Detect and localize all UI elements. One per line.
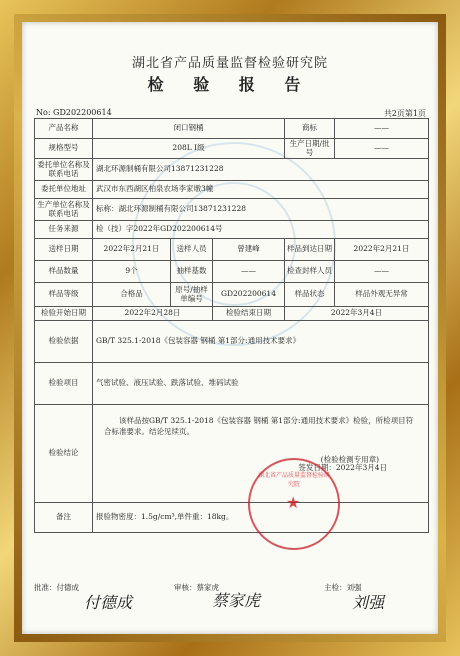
value-remark: 报验物密度：1.5g/cm³,单件重：18kg。: [93, 503, 429, 533]
report-table: [34, 118, 429, 533]
value-batch: ——: [335, 139, 429, 159]
stamp-text: 湖北省产品质量监督检验研究院: [257, 472, 330, 488]
stamp-star-icon: ★: [286, 493, 301, 512]
stamp-label: (检验检测专用章): [320, 454, 379, 464]
value-end-date: 2022年3月4日: [285, 307, 429, 321]
reviewer-label: 审核：蔡家虎: [174, 583, 219, 592]
label-sample-number: 原号/抽样单编号: [171, 283, 213, 307]
label-end-date: 检验结束日期: [213, 307, 285, 321]
value-task-source: 检（技）字2022年GD202200614号: [93, 221, 429, 239]
value-start-date: 2022年2月28日: [93, 307, 213, 321]
report-title: 检 验 报 告: [147, 75, 313, 94]
label-sender: 送样人员: [171, 239, 213, 261]
label-sample-state: 样品状态: [285, 283, 335, 307]
label-conclusion: 检验结论: [35, 405, 93, 503]
red-seal-stamp-icon: [248, 458, 340, 550]
approver-signature: 付德成: [84, 593, 133, 612]
report-paper: [22, 22, 438, 634]
label-sampling-base: 抽样基数: [171, 261, 213, 283]
label-seal-person: 检查封样人员: [285, 261, 335, 283]
label-trademark: 商标: [285, 119, 335, 139]
value-basis: GB/T 325.1-2018《包装容器 钢桶 第1部分:通用技术要求》: [93, 321, 429, 363]
label-grade: 样品等级: [35, 283, 93, 307]
label-model: 规格型号: [35, 139, 93, 159]
value-arrive-date: 2022年2月21日: [335, 239, 429, 261]
label-items: 检验项目: [35, 363, 93, 405]
label-client-address: 委托单位地址: [35, 181, 93, 199]
value-items: 气密试验、液压试验、跌落试验、堆码试验: [93, 363, 429, 405]
checker-label: 主检：刘强: [324, 583, 362, 592]
value-sampling-base: ——: [213, 261, 285, 283]
label-arrive-date: 样品到达日期: [285, 239, 335, 261]
label-send-date: 送样日期: [35, 239, 93, 261]
value-conclusion: 该样品按GB/T 325.1-2018《包装容器 钢桶 第1部分:通用技术要求》检验，所检项目符合标准要求。结论见续页。: [104, 416, 414, 437]
value-client: 湖北环源制桶有限公司13871231228: [93, 159, 429, 181]
label-basis: 检验依据: [35, 321, 93, 363]
label-remark: 备注: [35, 503, 93, 533]
label-client: 委托单位名称及联系电话: [35, 159, 93, 181]
value-sample-state: 样品外观无异常: [335, 283, 429, 307]
value-model: 208L I级: [93, 139, 285, 159]
page-count: 共2页第1页: [383, 109, 426, 118]
value-grade: 合格品: [93, 283, 171, 307]
label-quantity: 样品数量: [35, 261, 93, 283]
value-send-date: 2022年2月21日: [93, 239, 171, 261]
reviewer-signature: 蔡家虎: [212, 591, 261, 610]
value-sample-number: GD202200614: [213, 283, 285, 307]
sign-date: 签发日期：2022年3月4日: [298, 463, 387, 473]
approver-label: 批准：付德成: [34, 583, 79, 592]
label-start-date: 检验开始日期: [35, 307, 93, 321]
value-product-name: 闭口钢桶: [93, 119, 285, 139]
institute-name: 湖北省产品质量监督检验研究院: [131, 56, 328, 71]
value-seal-person: ——: [335, 261, 429, 283]
label-maker: 生产单位名称及联系电话: [35, 199, 93, 221]
value-trademark: ——: [335, 119, 429, 139]
value-maker: 标称：湖北环源制桶有限公司13871231228: [93, 199, 429, 221]
label-batch: 生产日期/批号: [285, 139, 335, 159]
checker-signature: 刘强: [352, 593, 385, 612]
value-sender: 曾建峰: [213, 239, 285, 261]
label-task-source: 任务来源: [35, 221, 93, 239]
value-client-address: 武汉市东西湖区柏泉农场李家墩3幢: [93, 181, 429, 199]
report-number: No: GD202200614: [36, 108, 112, 117]
label-product-name: 产品名称: [35, 119, 93, 139]
value-quantity: 9个: [93, 261, 171, 283]
